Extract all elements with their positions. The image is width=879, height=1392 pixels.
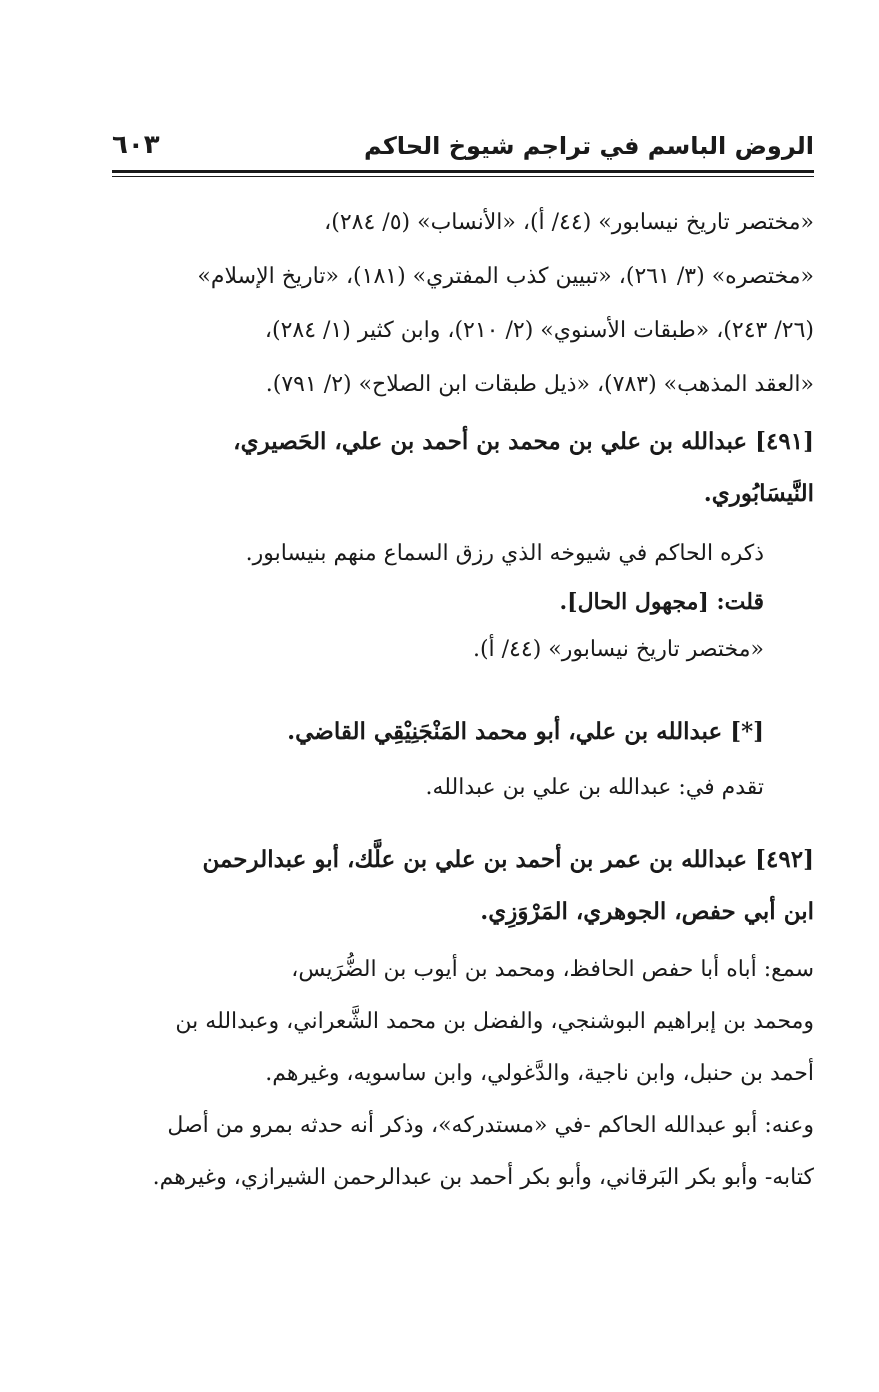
entry-491-body	[112, 530, 814, 674]
entry-492-heard	[112, 944, 814, 1100]
verdict-text: قلت: [مجهول الحال].	[559, 589, 764, 615]
running-title: الروض الباسم في تراجم شيوخ الحاكم	[364, 132, 814, 160]
body-line: وعنه: أبو عبدالله الحاكم -في «مستدركه»، وذكر أنه حدثه بمرو من أصل	[167, 1113, 814, 1138]
source-line: «مختصره» (٣/ ٢٦١)، «تبيين كذب المفتري» (١٨١)، «تاريخ الإسلام»	[197, 264, 814, 289]
entry-492-from-him	[112, 1100, 814, 1204]
header-rule-thick	[112, 170, 814, 173]
source-line: «مختصر تاريخ نيسابور» (٤٤/ أ)، «الأنساب» (٥/ ٢٨٤)،	[324, 210, 814, 235]
header-rule-thin	[112, 176, 814, 177]
body-line: سمع: أباه أبا حفص الحافظ، ومحمد بن أيوب بن الضُّرَيس،	[291, 957, 814, 982]
body-line: أحمد بن حنبل، وابن ناجية، والدَّغولي، وابن ساسويه، وغيرهم.	[265, 1061, 814, 1086]
cross-reference-note: تقدم في: عبدالله بن علي بن عبدالله.	[425, 775, 764, 800]
cross-reference-heading: [*] عبدالله بن علي، أبو محمد المَنْجَنِيْقِي القاضي.	[287, 718, 764, 745]
entry-heading-line: [٤٩١] عبدالله بن علي بن محمد بن أحمد بن علي، الحَصيري،	[233, 428, 814, 455]
cross-reference	[112, 708, 814, 812]
entry-heading-line: [٤٩٢] عبدالله بن عمر بن أحمد بن علي بن علَّك، أبو عبدالرحمن	[202, 846, 814, 873]
page-number: ٦٠٣	[112, 130, 160, 160]
body-line: ومحمد بن إبراهيم البوشنجي، والفضل بن محمد الشَّعراني، وعبدالله بن	[175, 1009, 814, 1034]
source-line: «العقد المذهب» (٧٨٣)، «ذيل طبقات ابن الصلاح» (٢/ ٧٩١).	[265, 372, 814, 397]
entry-heading-line: ابن أبي حفص، الجوهري، المَرْوَزِي.	[480, 898, 814, 925]
source-line: (٢٦/ ٢٤٣)، «طبقات الأسنوي» (٢/ ٢١٠)، وابن كثير (١/ ٢٨٤)،	[264, 318, 814, 343]
body-line: كتابه- وأبو بكر البَرقاني، وأبو بكر أحمد بن عبدالرحمن الشيرازي، وغيرهم.	[152, 1165, 814, 1190]
entry-492-heading	[112, 834, 814, 938]
page-header	[112, 128, 814, 168]
source-text: «مختصر تاريخ نيسابور» (٤٤/ أ).	[472, 637, 764, 662]
entry-491-heading	[112, 416, 814, 520]
entry-heading-line: النَّيسَابُوري.	[703, 480, 814, 507]
mention-text: ذكره الحاكم في شيوخه الذي رزق السماع منهم بنيسابور.	[245, 541, 764, 566]
sources-continued	[112, 196, 814, 412]
